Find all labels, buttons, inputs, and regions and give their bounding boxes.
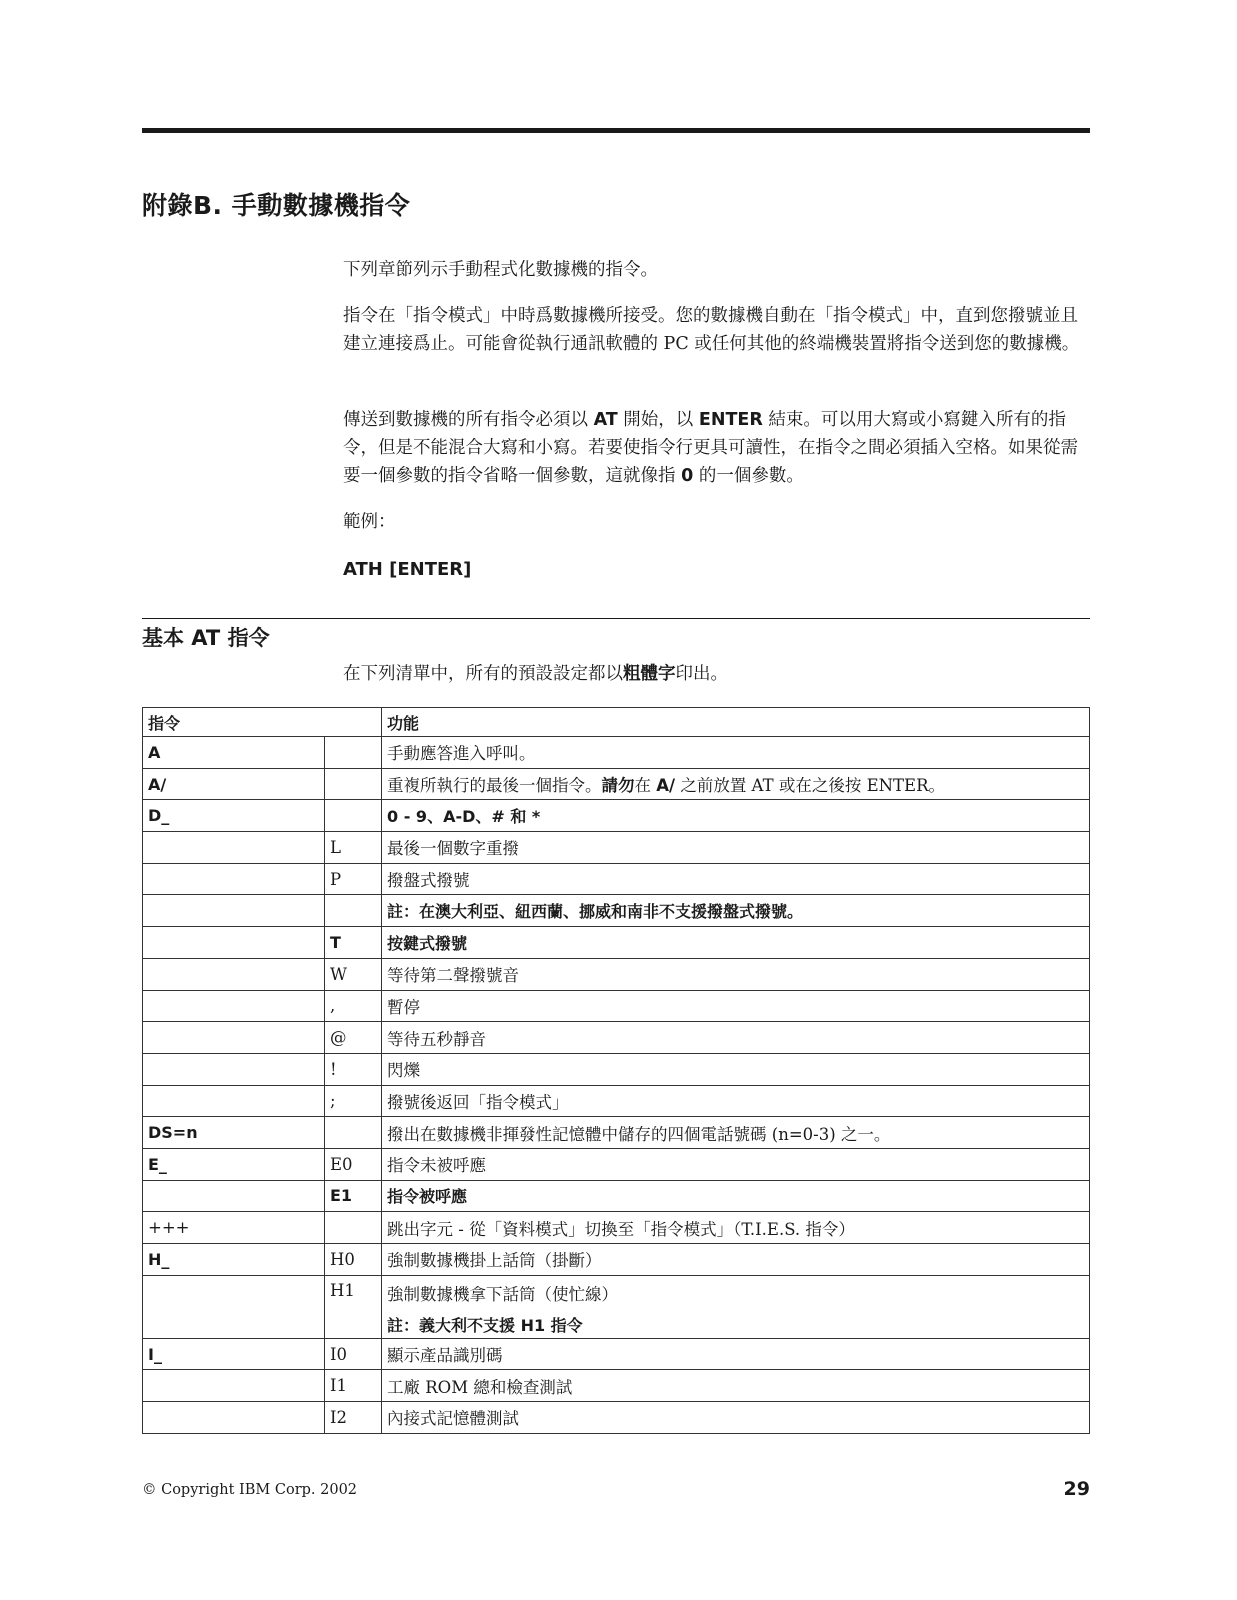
note-text: 註：義大利不支援 H1 指令 — [387, 1315, 583, 1335]
parameter-cell: I1 — [325, 1370, 382, 1402]
function-cell: 指令未被呼應 — [382, 1148, 1090, 1180]
parameter-cell: E1 — [325, 1180, 382, 1212]
table-row — [143, 1085, 1090, 1117]
section-title: 基本 AT 指令 — [142, 626, 270, 650]
parameter-cell: E0 — [325, 1148, 382, 1180]
parameter-cell: ; — [325, 1085, 382, 1117]
top-rule — [142, 128, 1090, 133]
function-cell: 撥號後返回「指令模式」 — [382, 1085, 1090, 1117]
table-row — [143, 958, 1090, 990]
parameter-cell: ! — [325, 1053, 382, 1085]
parameter-cell: P — [325, 863, 382, 895]
function-cell: 工廠 ROM 總和檢查測試 — [382, 1370, 1090, 1402]
command-cell — [143, 1180, 325, 1212]
at-command-table — [142, 707, 1090, 1434]
command-cell — [143, 863, 325, 895]
parameter-cell: W — [325, 958, 382, 990]
function-cell: 等待五秒靜音 — [382, 1022, 1090, 1054]
parameter-cell — [325, 895, 382, 927]
table-row — [143, 832, 1090, 864]
table-row — [143, 1370, 1090, 1402]
table-row — [143, 1244, 1090, 1276]
function-cell: 內接式記憶體測試 — [382, 1402, 1090, 1434]
parameter-cell: H0 — [325, 1244, 382, 1276]
function-cell: 強制數據機掛上話筒（掛斷） — [382, 1244, 1090, 1276]
command-cell: DS=n — [143, 1117, 325, 1149]
parameter-cell — [325, 737, 382, 769]
function-cell: 最後一個數字重撥 — [382, 832, 1090, 864]
function-cell: 撥出在數據機非揮發性記憶體中儲存的四個電話號碼 (n=0-3) 之一。 — [382, 1117, 1090, 1149]
command-mode-paragraph: 指令在「指令模式」中時爲數據機所接受。您的數據機自動在「指令模式」中，直到您撥號並且建立連接爲止。可能會從執行通訊軟體的 PC 或任何其他的終端機裝置將指令送到您的數據機。 — [343, 306, 1080, 354]
command-cell — [143, 895, 325, 927]
command-cell: D_ — [143, 800, 325, 832]
page-number: 29 — [1063, 1478, 1090, 1500]
function-cell: 閃爍 — [382, 1053, 1090, 1085]
command-cell: I_ — [143, 1338, 325, 1370]
table-row — [143, 927, 1090, 959]
function-cell: 註：在澳大利亞、紐西蘭、挪威和南非不支援撥盤式撥號。 — [382, 895, 1090, 927]
table-row — [143, 1275, 1090, 1338]
function-cell: 跳出字元 - 從「資料模式」切換至「指令模式」（T.I.E.S. 指令） — [382, 1212, 1090, 1244]
function-cell: 強制數據機拿下話筒（使忙線） 註：義大利不支援 H1 指令 — [382, 1275, 1090, 1338]
table-row — [143, 1212, 1090, 1244]
parameter-cell: L — [325, 832, 382, 864]
parameter-cell: H1 — [325, 1275, 382, 1338]
parameter-cell — [325, 1117, 382, 1149]
copyright-footer: © Copyright IBM Corp. 2002 — [142, 1482, 358, 1498]
chapter-title: 附錄B. 手動數據機指令 — [142, 191, 411, 220]
table-header-row — [143, 708, 1090, 737]
function-cell: 指令被呼應 — [382, 1180, 1090, 1212]
function-cell: 手動應答進入呼叫。 — [382, 737, 1090, 769]
function-cell: 重複所執行的最後一個指令。請勿在 A/ 之前放置 AT 或在之後按 ENTER。 — [382, 768, 1090, 800]
parameter-cell: , — [325, 990, 382, 1022]
intro-paragraph: 下列章節列示手動程式化數據機的指令。 — [343, 260, 658, 280]
command-cell — [143, 832, 325, 864]
table-row — [143, 737, 1090, 769]
function-cell: 按鍵式撥號 — [382, 927, 1090, 959]
function-cell: 暫停 — [382, 990, 1090, 1022]
at-prefix-paragraph: 傳送到數據機的所有指令必須以 AT 開始，以 ENTER 結束。可以用大寫或小寫鍵入所有的指令，但是不能混合大寫和小寫。若要使指令行更具可讀性，在指令之間必須插入空格。如果從需要一個參數的指令省略一個參數，這就像指 0 的一個參數。 — [343, 410, 1078, 486]
header-function: 功能 — [382, 708, 1090, 737]
parameter-cell: T — [325, 927, 382, 959]
table-row — [143, 1117, 1090, 1149]
function-cell: 0 - 9、A-D、# 和 * — [382, 800, 1090, 832]
section-intro: 在下列清單中，所有的預設設定都以粗體字印出。 — [343, 664, 728, 684]
command-cell — [143, 958, 325, 990]
command-cell — [143, 1275, 325, 1338]
function-cell: 顯示產品識別碼 — [382, 1338, 1090, 1370]
command-cell — [143, 927, 325, 959]
table-row — [143, 1338, 1090, 1370]
function-cell: 撥盤式撥號 — [382, 863, 1090, 895]
command-cell — [143, 1085, 325, 1117]
parameter-cell — [325, 768, 382, 800]
table-row — [143, 800, 1090, 832]
table-row — [143, 1022, 1090, 1054]
example-command: ATH [ENTER] — [343, 559, 472, 580]
parameter-cell — [325, 800, 382, 832]
parameter-cell: I0 — [325, 1338, 382, 1370]
table-row — [143, 990, 1090, 1022]
table-row — [143, 1180, 1090, 1212]
example-label: 範例： — [343, 512, 396, 532]
command-cell: A/ — [143, 768, 325, 800]
command-cell — [143, 1022, 325, 1054]
parameter-cell — [325, 1212, 382, 1244]
parameter-cell: @ — [325, 1022, 382, 1054]
section-rule — [142, 618, 1090, 619]
command-cell — [143, 990, 325, 1022]
command-cell — [143, 1370, 325, 1402]
table-row — [143, 1148, 1090, 1180]
table-row — [143, 1402, 1090, 1434]
table-row — [143, 768, 1090, 800]
parameter-cell: I2 — [325, 1402, 382, 1434]
table-row — [143, 895, 1090, 927]
table-row — [143, 1053, 1090, 1085]
command-cell: H_ — [143, 1244, 325, 1276]
command-cell — [143, 1402, 325, 1434]
command-cell: A — [143, 737, 325, 769]
command-cell: E_ — [143, 1148, 325, 1180]
header-command: 指令 — [143, 708, 382, 737]
command-cell: +++ — [143, 1212, 325, 1244]
table-row — [143, 863, 1090, 895]
function-cell: 等待第二聲撥號音 — [382, 958, 1090, 990]
command-cell — [143, 1053, 325, 1085]
